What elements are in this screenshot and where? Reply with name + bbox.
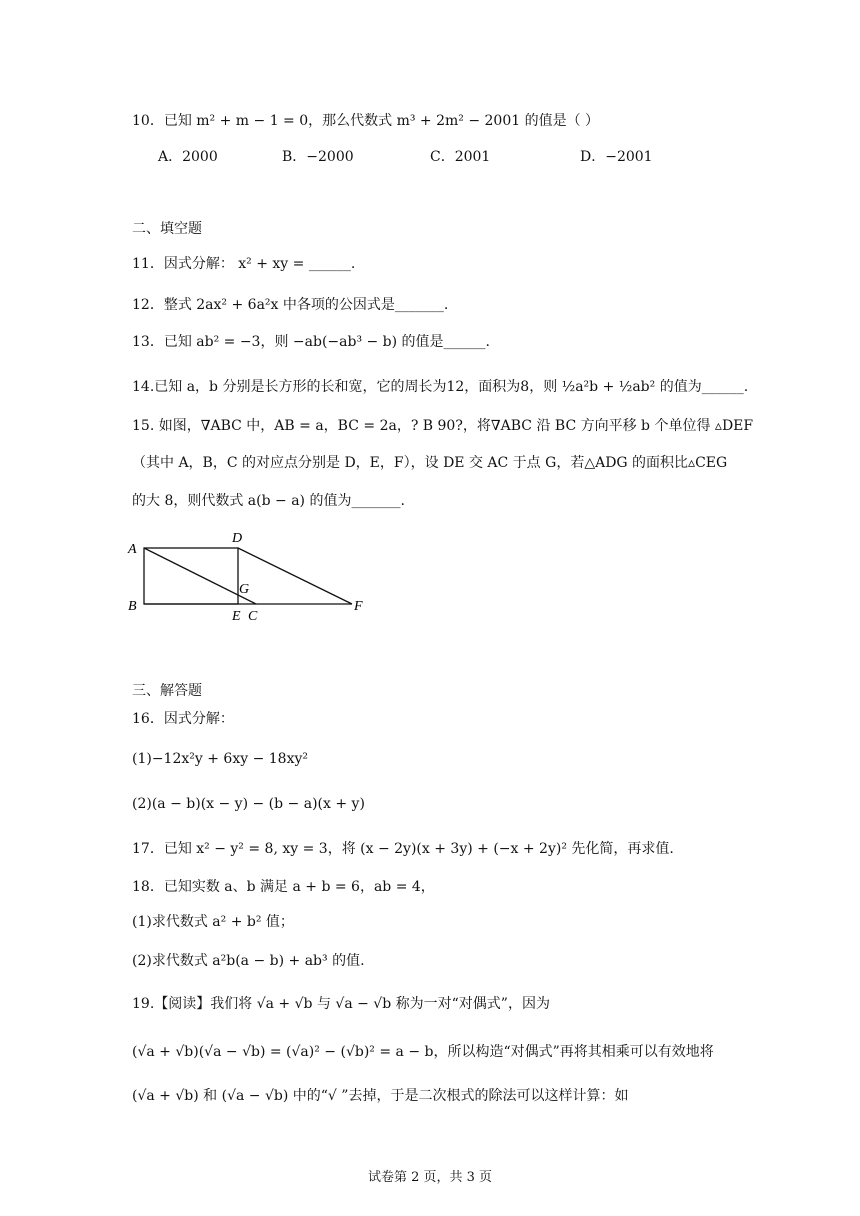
- segment-df: [238, 548, 352, 604]
- geometry-figure: [120, 528, 380, 628]
- label-e: E: [232, 609, 241, 624]
- question-17: 17．已知 x² − y² = 8, xy = 3，将 (x − 2y)(x + 3y) + (−x + 2y)² 先化简，再求值.: [132, 841, 674, 857]
- section-heading-fill-in: 二、填空题: [132, 221, 202, 237]
- question-15-line-3: 的大 8，则代数式 a(b − a) 的值为_______.: [132, 493, 405, 509]
- question-12: 12．整式 2ax² + 6a²x 中各项的公因式是_______.: [132, 297, 449, 313]
- section-heading-solutions: 三、解答题: [132, 683, 202, 699]
- question-19-line-2: (√a + √b)(√a − √b) = (√a)² − (√b)² = a − b，所以构造“对偶式”再将其相乘可以有效地将: [132, 1044, 714, 1060]
- rectangle-abed: [144, 548, 238, 604]
- label-b: B: [128, 599, 137, 614]
- question-16-stem: 16．因式分解：: [132, 711, 234, 727]
- page-footer: 试卷第 2 页，共 3 页: [367, 1170, 493, 1185]
- question-19-line-1: 19.【阅读】我们将 √a + √b 与 √a − √b 称为一对“对偶式”，因为: [132, 996, 550, 1012]
- question-15-line-1: 15. 如图，∇ABC 中，AB = a，BC = 2a，? B 90?，将∇ABC 沿 BC 方向平移 b 个单位得 ▵DEF: [132, 418, 754, 434]
- q10-option-b: B．−2000: [282, 149, 354, 165]
- question-18-stem: 18．已知实数 a、b 满足 a + b = 6，ab = 4，: [132, 879, 435, 895]
- question-15-line-2: （其中 A，B，C 的对应点分别是 D，E，F），设 DE 交 AC 于点 G，若△ADG 的面积比▵CEG: [132, 455, 728, 471]
- label-d: D: [232, 531, 243, 546]
- q10-option-a: A．2000: [158, 149, 218, 165]
- question-18-part-1: (1)求代数式 a² + b² 值；: [132, 914, 294, 930]
- question-19-line-3: (√a + √b) 和 (√a − √b) 中的“√ ”去掉，于是二次根式的除法可以这样计算：如: [132, 1088, 629, 1104]
- question-10-stem: 10．已知 m² + m − 1 = 0，那么代数式 m³ + 2m² − 2001 的值是（ ）: [132, 113, 600, 129]
- q10-option-c: C．2001: [430, 149, 491, 165]
- label-f: F: [354, 599, 363, 614]
- question-14: 14.已知 a，b 分别是长方形的长和宽，它的周长为12，面积为8，则 ½a²b + ½ab² 的值为______.: [132, 379, 749, 395]
- question-16-part-2: (2)(a − b)(x − y) − (b − a)(x + y): [132, 796, 365, 812]
- question-11: 11．因式分解： x² + xy = ______.: [132, 256, 356, 272]
- q10-option-d: D．−2001: [580, 149, 653, 165]
- question-18-part-2: (2)求代数式 a²b(a − b) + ab³ 的值.: [132, 953, 365, 969]
- label-c: C: [248, 609, 258, 624]
- question-16-part-1: (1)−12x²y + 6xy − 18xy²: [132, 751, 308, 767]
- label-g: G: [239, 582, 250, 597]
- label-a: A: [128, 542, 137, 557]
- question-13: 13．已知 ab² = −3，则 −ab(−ab³ − b) 的值是______.: [132, 334, 491, 350]
